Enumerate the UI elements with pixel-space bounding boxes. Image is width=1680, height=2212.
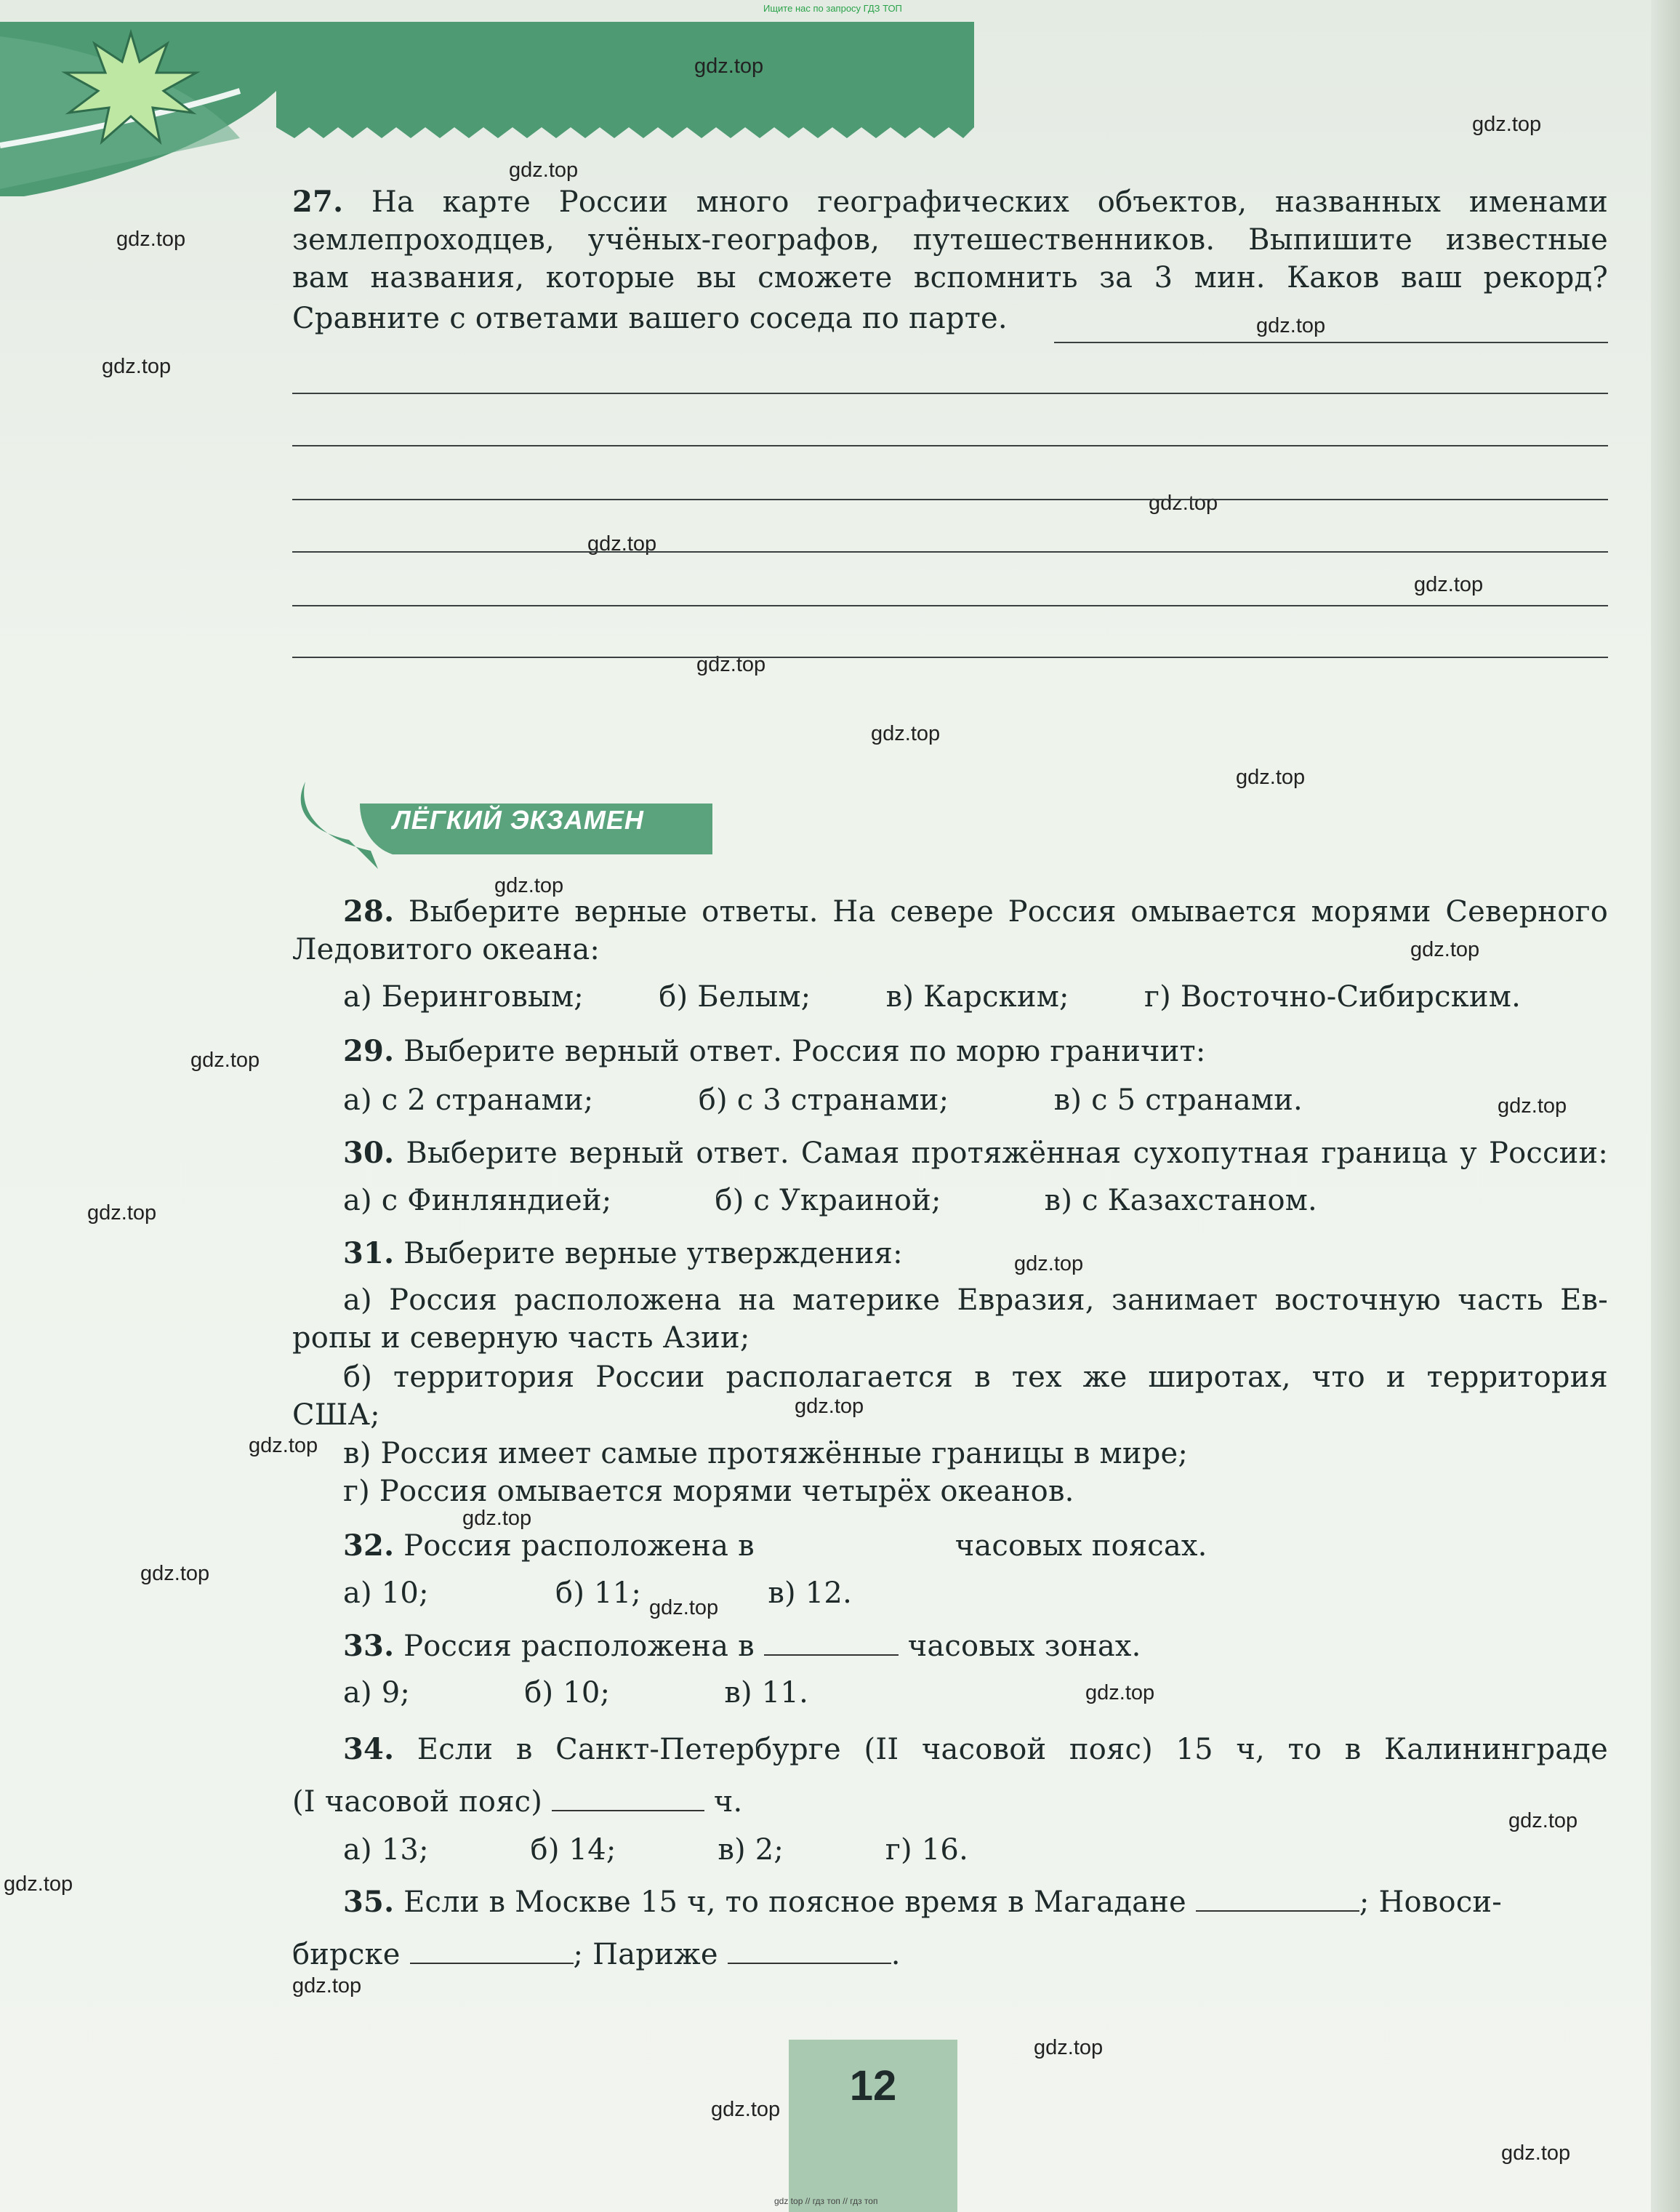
star-icon: [58, 29, 204, 145]
question-28: 28. Выберите верные ответы. На севере Россия омывается морями Северного Ледовитого океана:: [292, 894, 1608, 966]
answer-line[interactable]: [292, 445, 1608, 446]
question-31: 31. Выберите верные утверждения:: [343, 1236, 903, 1270]
watermark: gdz.top: [1414, 573, 1484, 596]
watermark: gdz.top: [1410, 938, 1480, 961]
question-29: 29. Выберите верный ответ. Россия по морю граничит:: [343, 1034, 1206, 1068]
answer-blank-novosibirsk[interactable]: [410, 1941, 574, 1964]
watermark: gdz.top: [1501, 2141, 1571, 2165]
watermark: gdz.top: [140, 1562, 210, 1585]
watermark: gdz.top: [711, 2098, 781, 2121]
watermark: gdz.top: [1085, 1681, 1155, 1704]
watermark: gdz.top: [1256, 314, 1326, 337]
watermark: gdz.top: [649, 1596, 719, 1619]
page-edge-shadow: [1651, 0, 1680, 2212]
watermark: gdz.top: [1014, 1252, 1084, 1275]
question-30: 30. Выберите верный ответ. Самая протяжённая сухопутная граница у России:: [343, 1136, 1609, 1170]
option[interactable]: б) 10;: [524, 1676, 611, 1710]
option[interactable]: а) Беринговым;: [343, 980, 584, 1014]
question-27: 27. На карте России много географических объектов, названных именами землепроходцев, учёных-географов, путешественников. Выпишите известные вам названия, которые вы сможете вспомнить за 3 мин. Каков ваш рекорд? Сравните с ответами вашего соседа по парте.: [292, 185, 1608, 335]
footer-caption: gdz top // гдз топ // гдз топ: [774, 2196, 878, 2206]
option[interactable]: в) 11.: [724, 1676, 808, 1710]
answer-blank-paris[interactable]: [728, 1941, 891, 1964]
watermark: gdz.top: [249, 1434, 318, 1457]
watermark: gdz.top: [871, 722, 941, 745]
question-30-options: [343, 1182, 1317, 1219]
answer-blank[interactable]: [764, 1632, 899, 1656]
watermark: gdz.top: [462, 1507, 532, 1530]
top-caption: Ищите нас по запросу ГДЗ ТОП: [763, 3, 902, 14]
option[interactable]: в) 12.: [768, 1576, 852, 1610]
watermark: gdz.top: [795, 1395, 864, 1418]
option[interactable]: б) с 3 странами;: [698, 1083, 949, 1117]
option[interactable]: а) с 2 странами;: [343, 1083, 594, 1117]
watermark: gdz.top: [1236, 766, 1306, 789]
section-title: ЛЁГКИЙ ЭКЗАМЕН: [393, 805, 644, 835]
statement-d[interactable]: г) Россия омывается морями четырёх океанов.: [343, 1475, 1074, 1508]
answer-line[interactable]: [292, 657, 1608, 658]
option[interactable]: в) 2;: [718, 1833, 784, 1867]
question-34: 34. Если в Санкт-Петербурге (II часовой пояс) 15 ч, то в Калининграде (I часовой пояс) ч.: [292, 1732, 1608, 1819]
watermark: gdz.top: [292, 1974, 362, 1997]
option[interactable]: б) с Украиной;: [715, 1184, 941, 1217]
watermark: gdz.top: [1472, 113, 1542, 136]
watermark: gdz.top: [1149, 492, 1218, 515]
option[interactable]: в) с 5 странами.: [1053, 1083, 1303, 1117]
statement-b[interactable]: б) территория России располагается в тех же широтах, что и территория США;: [292, 1361, 1608, 1432]
option[interactable]: а) с Финляндией;: [343, 1184, 612, 1217]
watermark: gdz.top: [1034, 2036, 1104, 2059]
watermark: gdz.top: [1508, 1809, 1578, 1832]
answer-line[interactable]: [292, 393, 1608, 394]
answer-blank[interactable]: [764, 1534, 946, 1555]
question-32-options: [343, 1574, 852, 1612]
answer-blank-magadan[interactable]: [1196, 1888, 1359, 1912]
question-35: 35. Если в Москве 15 ч, то поясное время в Магадане ; Новоси- бирске ; Париже .: [292, 1885, 1502, 1971]
question-32: 32. Россия расположена в часовых поясах.: [343, 1528, 1207, 1563]
option[interactable]: б) 11;: [555, 1576, 642, 1610]
option[interactable]: г) Восточно-Сибирским.: [1144, 980, 1521, 1014]
question-33: 33. Россия расположена в часовых зонах.: [343, 1629, 1141, 1663]
question-number: 27.: [292, 185, 344, 219]
option[interactable]: б) Белым;: [659, 980, 811, 1014]
watermark: gdz.top: [1498, 1094, 1567, 1118]
question-29-options: [343, 1081, 1303, 1119]
watermark: gdz.top: [116, 228, 186, 251]
question-28-options: [343, 978, 1521, 1016]
watermark: gdz.top: [694, 55, 764, 78]
option[interactable]: а) 10;: [343, 1576, 429, 1610]
watermark: gdz.top: [87, 1201, 157, 1225]
watermark: gdz.top: [587, 532, 657, 556]
watermark: gdz.top: [102, 355, 172, 378]
option[interactable]: б) 14;: [530, 1833, 616, 1867]
answer-line[interactable]: [292, 551, 1608, 553]
watermark: gdz.top: [696, 653, 766, 676]
watermark: gdz.top: [190, 1049, 260, 1072]
option[interactable]: а) 13;: [343, 1833, 429, 1867]
option[interactable]: а) 9;: [343, 1676, 411, 1710]
answer-line[interactable]: [292, 605, 1608, 606]
page-number: 12: [849, 2062, 897, 2109]
watermark: gdz.top: [4, 1872, 73, 1896]
watermark: gdz.top: [494, 874, 564, 897]
watermark: gdz.top: [509, 159, 579, 182]
option[interactable]: в) с Казахстаном.: [1044, 1184, 1317, 1217]
option[interactable]: в) Карским;: [885, 980, 1069, 1014]
answer-line[interactable]: [292, 499, 1608, 500]
question-34-options: [343, 1831, 968, 1869]
answer-blank[interactable]: [552, 1788, 704, 1811]
question-33-options: [343, 1674, 808, 1712]
statement-a[interactable]: а) Россия расположена на материке Евразия, занимает восточную часть Ев- ропы и северную часть Азии;: [292, 1283, 1608, 1355]
statement-c[interactable]: в) Россия имеет самые протяжённые границы в мире;: [343, 1437, 1189, 1470]
answer-line[interactable]: [1054, 342, 1608, 343]
option[interactable]: г) 16.: [885, 1833, 968, 1867]
